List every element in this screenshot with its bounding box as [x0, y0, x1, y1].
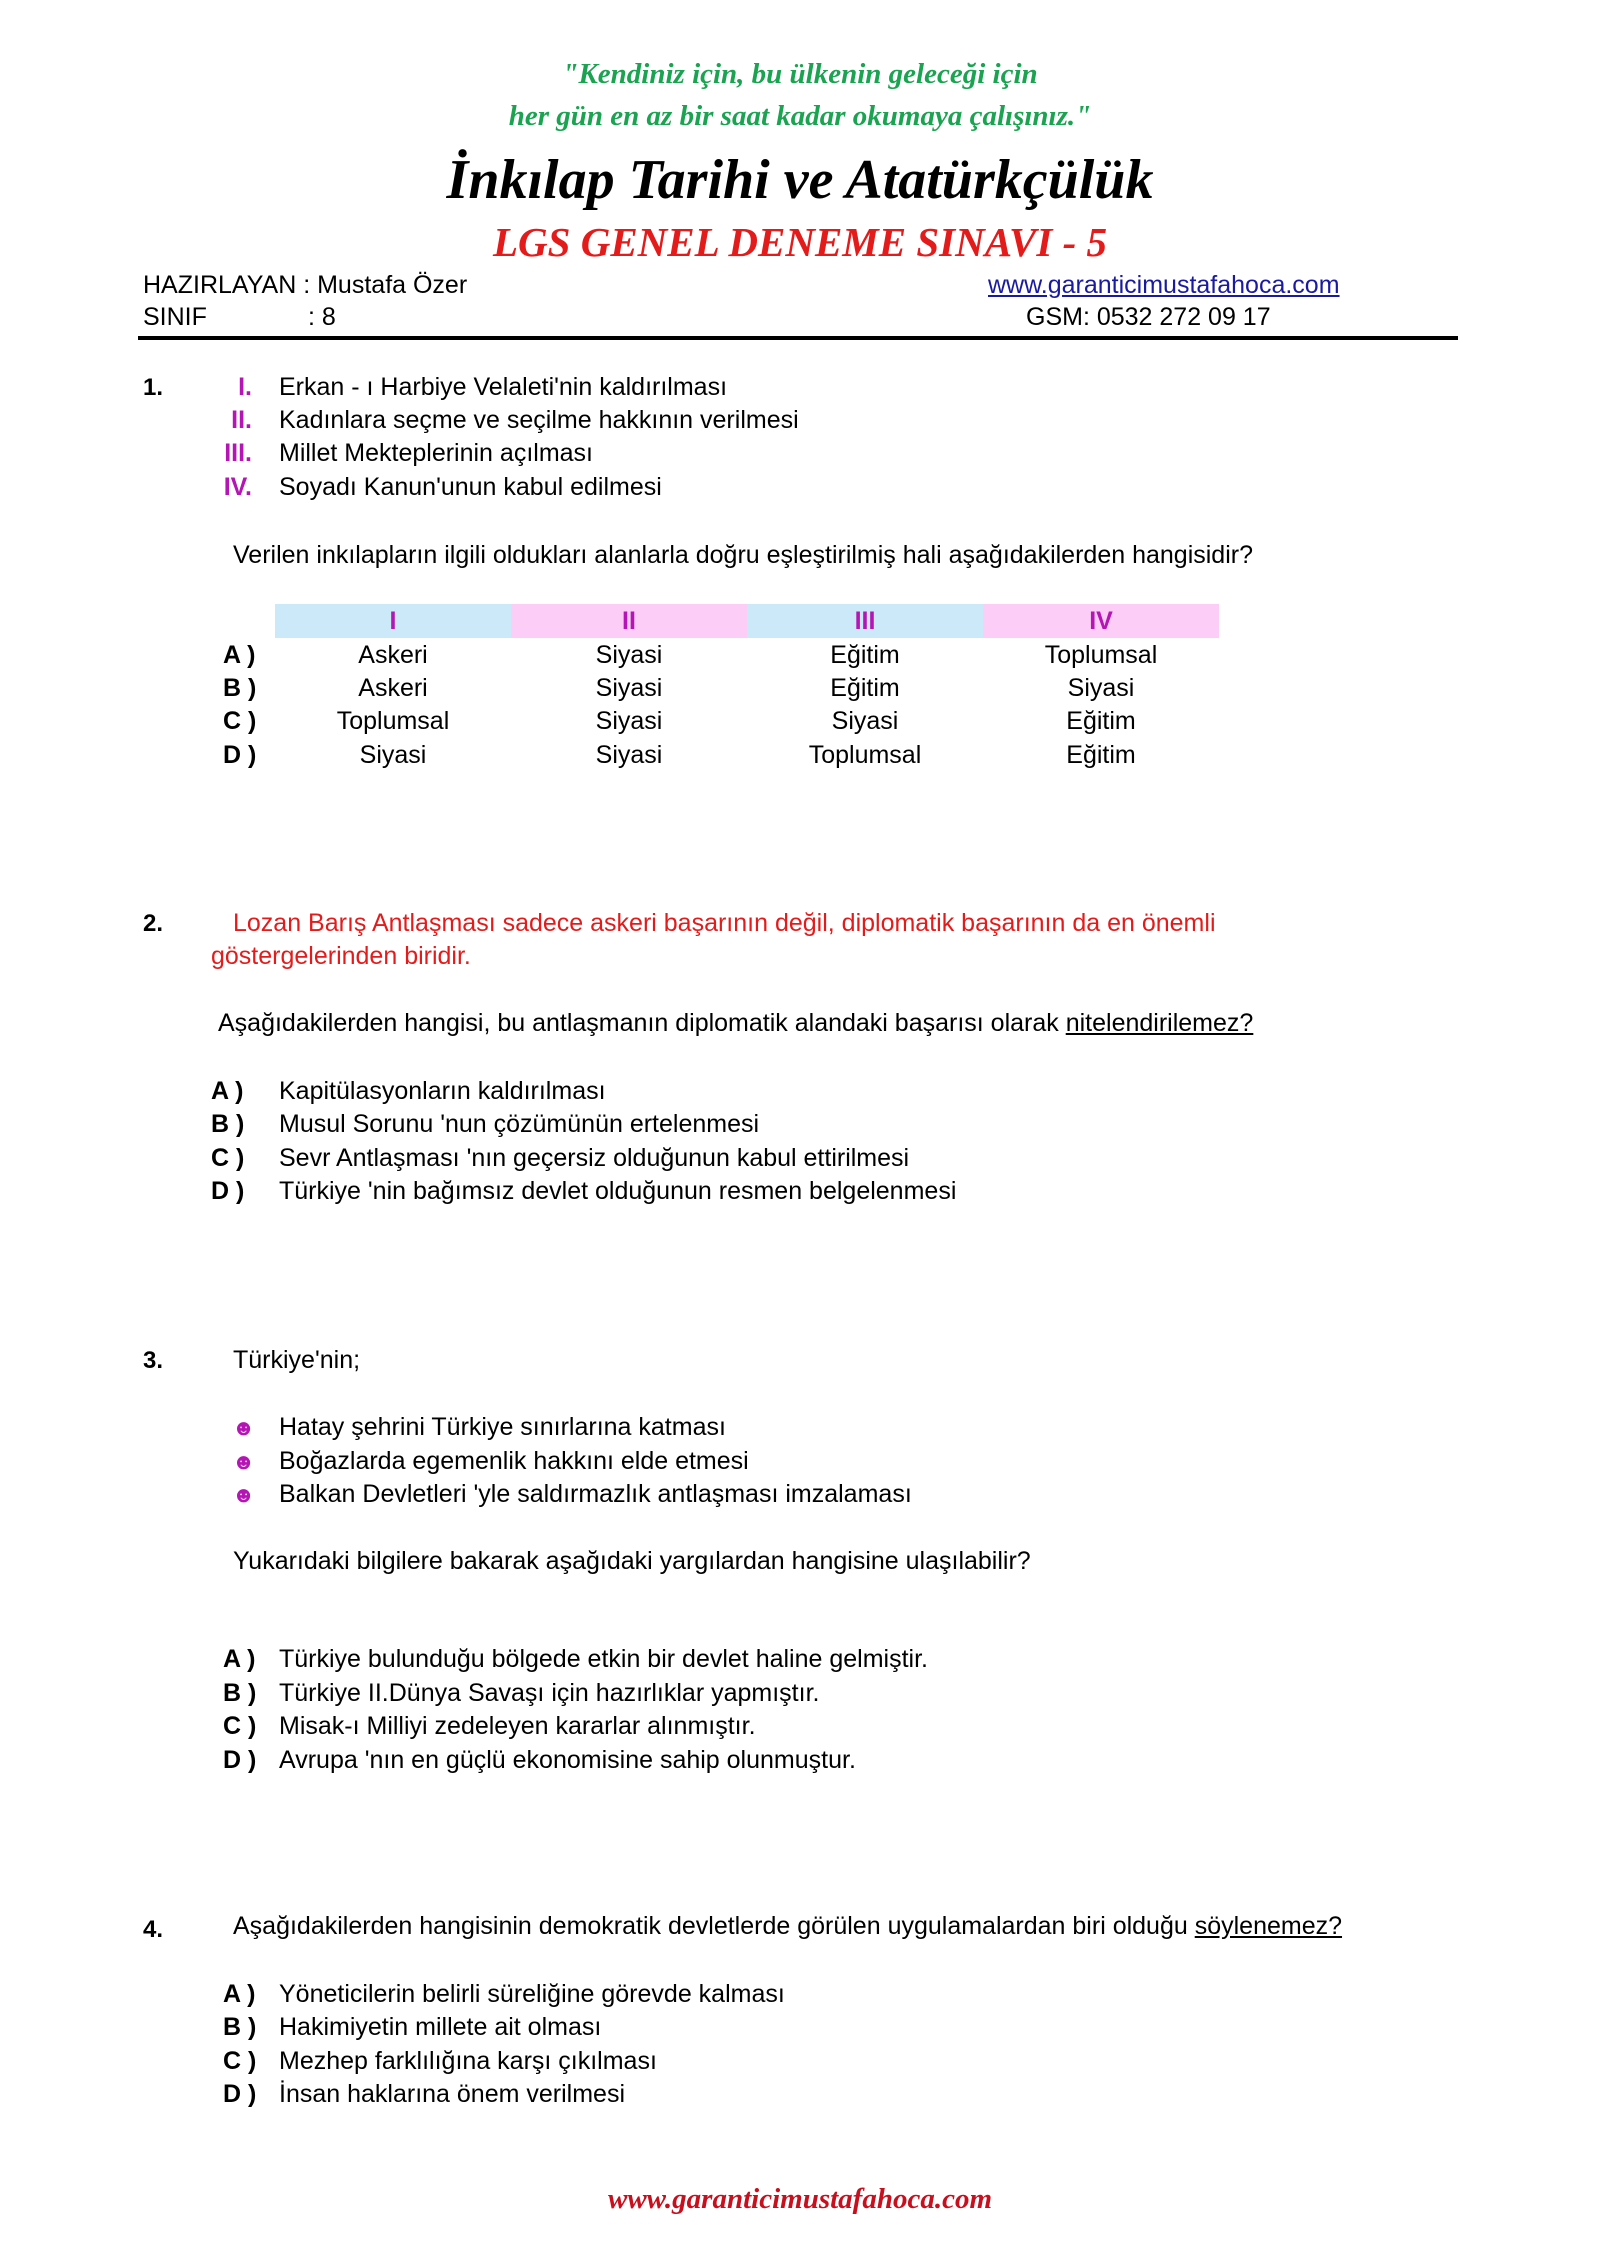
table-cell: Askeri [358, 674, 428, 702]
list-item: Erkan - ı Harbiye Velaleti'nin kaldırılması [279, 373, 728, 401]
smiley-bullet-icon: ☻ [232, 1482, 256, 1507]
table-cell: Siyasi [359, 741, 427, 769]
option-text[interactable]: Türkiye II.Dünya Savaşı için hazırlıklar yapmıştır. [279, 1679, 820, 1707]
option-label[interactable]: B ) [223, 1679, 257, 1707]
option-text[interactable]: Hakimiyetin millete ait olması [279, 2013, 602, 2041]
question-number: 2. [143, 910, 164, 937]
question-number: 1. [143, 374, 164, 401]
table-cell: Eğitim [830, 674, 900, 702]
list-item: Soyadı Kanun'unun kabul edilmesi [279, 473, 662, 501]
table-cell: Siyasi [595, 707, 663, 735]
list-item: Boğazlarda egemenlik hakkını elde etmesi [279, 1447, 749, 1475]
quote-line-1: "Kendiniz için, bu ülkenin geleceği için [562, 58, 1038, 90]
table-cell: Askeri [358, 641, 428, 669]
option-text[interactable]: Yöneticilerin belirli süreliğine görevde kalması [279, 1980, 785, 2008]
list-item: Balkan Devletleri 'yle saldırmazlık antlaşması imzalaması [279, 1480, 912, 1508]
question-prompt: Verilen inkılapların ilgili oldukları alanlarla doğru eşleştirilmiş hali aşağıdakilerden hangisidir? [233, 541, 1253, 569]
option-label[interactable]: A ) [223, 1645, 256, 1673]
option-label[interactable]: A ) [223, 1980, 256, 2008]
roman-numeral: I. [238, 373, 252, 401]
option-text[interactable]: Misak-ı Milliyi zedeleyen kararlar alınmıştır. [279, 1712, 756, 1740]
table-cell: Eğitim [830, 641, 900, 669]
question-statement-line-1: Lozan Barış Antlaşması sadece askeri başarının değil, diplomatik başarının da en önemli [233, 909, 1216, 937]
option-text[interactable]: Sevr Antlaşması 'nın geçersiz olduğunun kabul ettirilmesi [279, 1144, 910, 1172]
roman-numeral: III. [224, 439, 252, 467]
option-text[interactable]: Musul Sorunu 'nun çözümünün ertelenmesi [279, 1110, 760, 1138]
prepared-by: HAZIRLAYAN : Mustafa Özer [143, 271, 468, 299]
exam-subtitle: LGS GENEL DENEME SINAVI - 5 [493, 219, 1107, 265]
option-label[interactable]: D ) [223, 2080, 257, 2108]
prompt-emphasis: nitelendirilemez? [1065, 1009, 1254, 1037]
option-label[interactable]: C ) [211, 1144, 245, 1172]
header-website-link[interactable]: www.garanticimustafahoca.com [988, 271, 1340, 299]
option-label[interactable]: C ) [223, 707, 257, 735]
table-header-cell: III [747, 604, 983, 638]
option-label[interactable]: B ) [211, 1110, 245, 1138]
option-text[interactable]: Avrupa 'nın en güçlü ekonomisine sahip olunmuştur. [279, 1746, 856, 1774]
option-text[interactable]: Kapitülasyonların kaldırılması [279, 1077, 606, 1105]
table-cell: Eğitim [1066, 707, 1136, 735]
prompt-text: Aşağıdakilerden hangisi, bu antlaşmanın diplomatik alandaki başarısı olarak [218, 1009, 1066, 1037]
option-label[interactable]: B ) [223, 674, 257, 702]
table-cell: Siyasi [595, 674, 663, 702]
table-header-cell: IV [983, 604, 1219, 638]
option-label[interactable]: D ) [223, 741, 257, 769]
phone-number: GSM: 0532 272 09 17 [1026, 303, 1271, 331]
question-number: 3. [143, 1347, 164, 1374]
prompt-emphasis: söylenemez? [1194, 1912, 1343, 1940]
table-header-cell: I [275, 604, 511, 638]
table-cell: Siyasi [595, 741, 663, 769]
question-intro: Türkiye'nin; [233, 1346, 361, 1374]
footer-website[interactable]: www.garanticimustafahoca.com [607, 2183, 993, 2215]
option-label[interactable]: A ) [223, 641, 256, 669]
class-value: : 8 [308, 303, 336, 331]
list-item: Millet Mekteplerinin açılması [279, 439, 593, 467]
table-cell: Siyasi [831, 707, 899, 735]
option-label[interactable]: C ) [223, 1712, 257, 1740]
quote-line-2: her gün en az bir saat kadar okumaya çalışınız." [508, 100, 1092, 132]
question-prompt [233, 1912, 1342, 1941]
option-label[interactable]: D ) [223, 1746, 257, 1774]
class-label: SINIF [143, 303, 207, 331]
option-label[interactable]: C ) [223, 2047, 257, 2075]
list-item: Kadınlara seçme ve seçilme hakkının verilmesi [279, 406, 799, 434]
roman-numeral: IV. [223, 473, 252, 501]
question-number: 4. [143, 1916, 164, 1943]
option-text[interactable]: Türkiye bulunduğu bölgede etkin bir devlet haline gelmiştir. [279, 1645, 928, 1673]
option-text[interactable]: Mezhep farklılığına karşı çıkılması [279, 2047, 657, 2075]
table-cell: Siyasi [595, 641, 663, 669]
smiley-bullet-icon: ☻ [232, 1415, 256, 1440]
table-cell: Eğitim [1066, 741, 1136, 769]
question-prompt [218, 1009, 1253, 1038]
question-statement-line-2: göstergelerinden biridir. [211, 942, 471, 970]
table-header-cell: II [511, 604, 747, 638]
table-cell: Toplumsal [1044, 641, 1158, 669]
table-cell: Toplumsal [336, 707, 450, 735]
option-label[interactable]: A ) [211, 1077, 244, 1105]
header-divider [138, 336, 1458, 340]
roman-numeral: II. [231, 406, 252, 434]
list-item: Hatay şehrini Türkiye sınırlarına katması [279, 1413, 726, 1441]
option-text[interactable]: Türkiye 'nin bağımsız devlet olduğunun resmen belgelenmesi [279, 1177, 957, 1205]
prompt-text: Aşağıdakilerden hangisinin demokratik devletlerde görülen uygulamalardan biri olduğu [233, 1912, 1195, 1940]
page-title: İnkılap Tarihi ve Atatürkçülük [446, 149, 1154, 211]
option-label[interactable]: B ) [223, 2013, 257, 2041]
option-text[interactable]: İnsan haklarına önem verilmesi [279, 2080, 625, 2108]
smiley-bullet-icon: ☻ [232, 1449, 256, 1474]
question-prompt: Yukarıdaki bilgilere bakarak aşağıdaki yargılardan hangisine ulaşılabilir? [233, 1547, 1031, 1575]
table-cell: Siyasi [1067, 674, 1135, 702]
option-label[interactable]: D ) [211, 1177, 245, 1205]
table-cell: Toplumsal [808, 741, 922, 769]
